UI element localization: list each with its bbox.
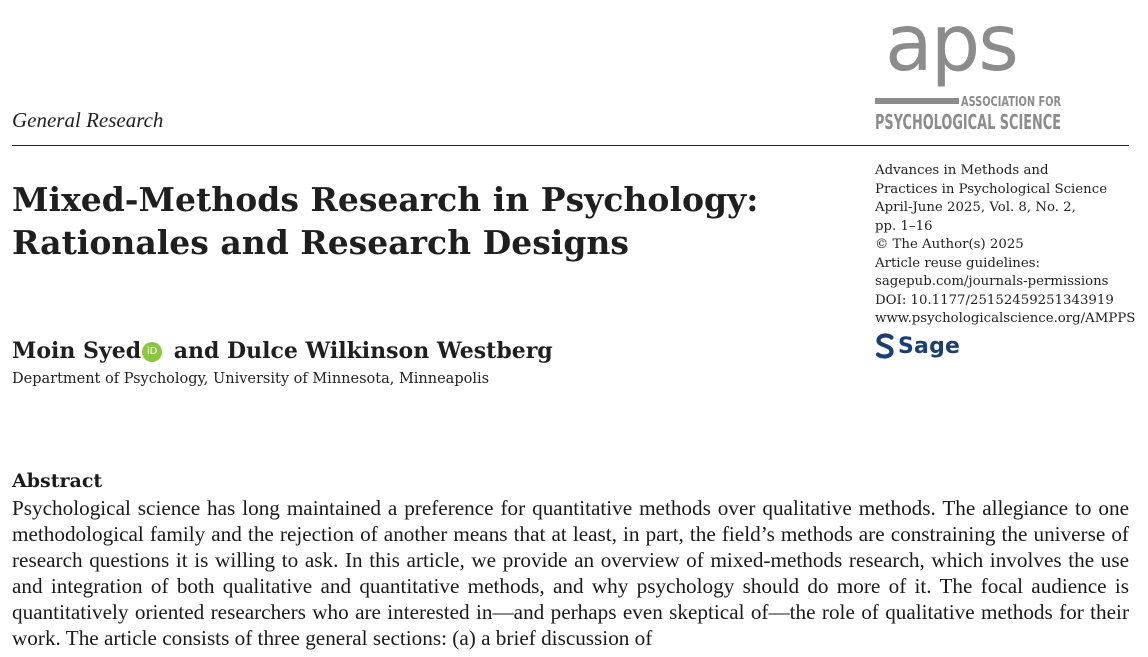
sage-logo bbox=[875, 332, 960, 360]
meta-link-journal[interactable]: www.psychologicalscience.org/AMPPS bbox=[875, 311, 1136, 326]
journal-meta bbox=[875, 162, 1140, 329]
aps-logo-mark: aps bbox=[885, 0, 1017, 89]
aps-logo bbox=[873, 0, 1073, 138]
section-label: General Research bbox=[12, 108, 164, 132]
header-rule bbox=[12, 145, 1129, 146]
meta-doi[interactable]: DOI: 10.1177/25152459251343919 bbox=[875, 292, 1114, 308]
aps-logo-line2: PSYCHOLOGICAL SCIENCE bbox=[875, 110, 1061, 134]
author-list bbox=[12, 338, 553, 364]
title-line-1: Mixed-Methods Research in Psychology: bbox=[12, 180, 759, 219]
meta-line: April-June 2025, Vol. 8, No. 2, bbox=[875, 200, 1076, 215]
meta-line: Article reuse guidelines: bbox=[875, 255, 1041, 271]
meta-line: © The Author(s) 2025 bbox=[875, 237, 1024, 252]
author-separator: and bbox=[166, 338, 228, 364]
title-line-2: Rationales and Research Designs bbox=[12, 223, 629, 262]
abstract-heading: Abstract bbox=[12, 470, 103, 492]
abstract-text: Psychological science has long maintained a preference for quantitative methods over qualitative methods. The allegiance to one methodological family and the rejection of another means that at least, in part, the field’s methods are constraining the universe of research questions it is willing to ask. In this article, we provide an overview of mixed-methods research, which involves the use and integration of both qualitative and quantitative methods, and why psychology should do more of it. The focal audience is quantitatively oriented researchers who are interested in—and perhaps even skeptical of—the role of qualitative methods for their work. The article consists of three general sections: (a) a brief discussion of bbox=[12, 496, 1129, 650]
meta-line: Advances in Methods and bbox=[875, 163, 1049, 178]
meta-line: Practices in Psychological Science bbox=[875, 181, 1108, 197]
orcid-icon[interactable]: iD bbox=[142, 342, 162, 362]
aps-logo-line1: ASSOCIATION FOR bbox=[961, 94, 1062, 110]
sage-wordmark: Sage bbox=[898, 333, 961, 359]
affiliation: Department of Psychology, University of Minnesota, Minneapolis bbox=[12, 371, 490, 387]
author-1: Moin Syed bbox=[12, 338, 142, 364]
sage-s-icon bbox=[875, 333, 895, 359]
meta-line: pp. 1–16 bbox=[875, 218, 933, 234]
meta-link-permissions[interactable]: sagepub.com/journals-permissions bbox=[875, 274, 1109, 289]
author-2: Dulce Wilkinson Westberg bbox=[227, 338, 553, 364]
article-title bbox=[12, 178, 852, 264]
aps-logo-bar bbox=[875, 98, 959, 104]
